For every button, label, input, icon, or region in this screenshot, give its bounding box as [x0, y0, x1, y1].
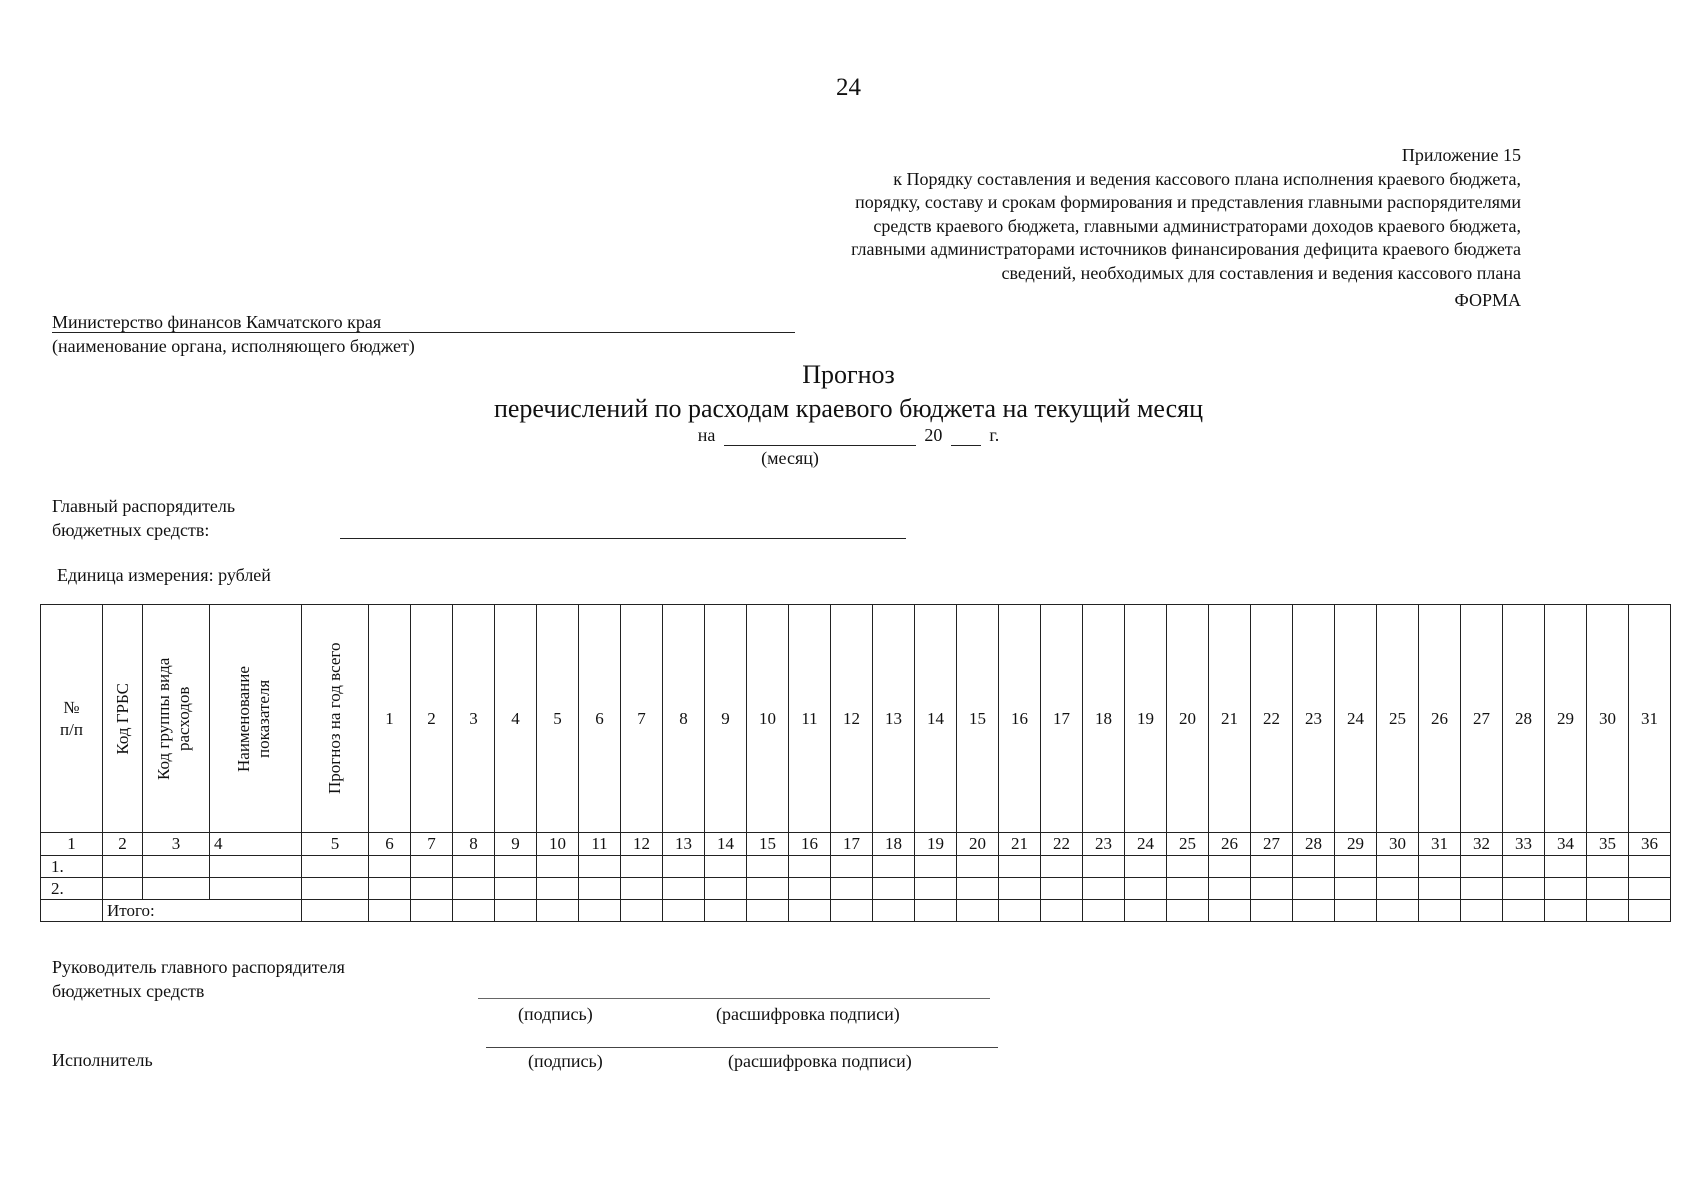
empty-cell — [957, 900, 999, 922]
empty-cell — [1461, 856, 1503, 878]
empty-cell — [1335, 856, 1377, 878]
column-number: 32 — [1461, 833, 1503, 856]
header-day: 31 — [1629, 605, 1671, 833]
empty-cell — [1587, 878, 1629, 900]
empty-cell — [1125, 900, 1167, 922]
empty-cell — [1041, 878, 1083, 900]
header-day: 30 — [1587, 605, 1629, 833]
empty-cell — [1587, 856, 1629, 878]
empty-cell — [103, 878, 143, 900]
header-day: 19 — [1125, 605, 1167, 833]
empty-cell — [831, 900, 873, 922]
organization-caption: (наименование органа, исполняющего бюджет) — [52, 336, 415, 356]
grbs-label-line: Главный распорядитель — [52, 496, 236, 516]
empty-cell — [1209, 878, 1251, 900]
empty-cell — [103, 856, 143, 878]
header-day: 12 — [831, 605, 873, 833]
column-number: 33 — [1503, 833, 1545, 856]
executor-label: Исполнитель — [52, 1050, 153, 1070]
empty-cell — [1503, 856, 1545, 878]
empty-cell — [1083, 856, 1125, 878]
row-number: 2. — [41, 878, 103, 900]
header-day: 17 — [1041, 605, 1083, 833]
empty-cell — [831, 856, 873, 878]
empty-cell — [621, 856, 663, 878]
empty-cell — [1125, 856, 1167, 878]
empty-cell — [1083, 900, 1125, 922]
empty-cell — [1503, 878, 1545, 900]
empty-cell — [369, 878, 411, 900]
empty-cell — [302, 856, 369, 878]
document-title: Прогноз — [802, 360, 895, 389]
empty-cell — [453, 878, 495, 900]
page-number: 24 — [836, 74, 861, 101]
head-signature-label — [52, 955, 345, 1003]
empty-cell — [1125, 878, 1167, 900]
empty-cell — [747, 878, 789, 900]
empty-cell — [747, 856, 789, 878]
executor-signature-caption: (подпись) — [528, 1051, 603, 1071]
column-number: 27 — [1251, 833, 1293, 856]
empty-cell — [453, 856, 495, 878]
empty-cell — [579, 856, 621, 878]
header-day: 26 — [1419, 605, 1461, 833]
grbs-label-line: бюджетных средств: — [52, 520, 210, 540]
header-day: 5 — [537, 605, 579, 833]
empty-cell — [789, 878, 831, 900]
empty-cell — [1293, 856, 1335, 878]
header-day: 9 — [705, 605, 747, 833]
empty-cell — [1587, 900, 1629, 922]
column-number: 20 — [957, 833, 999, 856]
empty-cell — [411, 856, 453, 878]
appendix-line: Приложение 15 — [1401, 145, 1521, 165]
column-number: 25 — [1167, 833, 1209, 856]
column-number: 16 — [789, 833, 831, 856]
header-row — [41, 605, 1671, 833]
empty-cell — [302, 900, 369, 922]
header-day: 2 — [411, 605, 453, 833]
total-row — [41, 900, 1671, 922]
empty-cell — [1041, 900, 1083, 922]
header-year-forecast: Прогноз на год всего — [302, 605, 369, 833]
empty-cell — [789, 900, 831, 922]
empty-cell — [1629, 856, 1671, 878]
empty-cell — [831, 878, 873, 900]
appendix-line: главными администраторами источников финансирования дефицита краевого бюджета — [851, 239, 1521, 259]
table-row — [41, 878, 1671, 900]
column-number: 17 — [831, 833, 873, 856]
column-number: 30 — [1377, 833, 1419, 856]
head-label-line: Руководитель главного распорядителя — [52, 957, 345, 977]
appendix-line: сведений, необходимых для составления и ведения кассового плана — [1001, 262, 1521, 283]
header-day: 8 — [663, 605, 705, 833]
empty-cell — [495, 900, 537, 922]
year-blank — [951, 427, 981, 446]
empty-cell — [143, 856, 210, 878]
empty-cell — [41, 900, 103, 922]
header-day: 29 — [1545, 605, 1587, 833]
empty-cell — [663, 878, 705, 900]
organization-name: Министерство финансов Камчатского края — [52, 312, 795, 333]
empty-cell — [369, 900, 411, 922]
header-day: 18 — [1083, 605, 1125, 833]
column-number: 13 — [663, 833, 705, 856]
empty-cell — [873, 900, 915, 922]
empty-cell — [621, 878, 663, 900]
empty-cell — [915, 856, 957, 878]
empty-cell — [210, 878, 302, 900]
header-day: 25 — [1377, 605, 1419, 833]
empty-cell — [873, 856, 915, 878]
column-number: 4 — [210, 833, 302, 856]
header-day: 28 — [1503, 605, 1545, 833]
forecast-table — [40, 604, 1671, 922]
column-number: 7 — [411, 833, 453, 856]
empty-cell — [1419, 856, 1461, 878]
header-grbs-code: Код ГРБС — [103, 605, 143, 833]
empty-cell — [1293, 878, 1335, 900]
empty-cell — [1209, 900, 1251, 922]
date-line — [0, 425, 1697, 446]
header-day: 4 — [495, 605, 537, 833]
column-number: 12 — [621, 833, 663, 856]
header-day: 21 — [1209, 605, 1251, 833]
empty-cell — [1461, 900, 1503, 922]
month-blank — [724, 427, 916, 446]
appendix-block — [851, 144, 1521, 285]
column-number: 34 — [1545, 833, 1587, 856]
empty-cell — [663, 900, 705, 922]
empty-cell — [210, 856, 302, 878]
head-label-line: бюджетных средств — [52, 981, 205, 1001]
empty-cell — [1461, 878, 1503, 900]
appendix-line: к Порядку составления и ведения кассового плана исполнения краевого бюджета, — [893, 168, 1521, 189]
empty-cell — [1419, 900, 1461, 922]
header-day: 6 — [579, 605, 621, 833]
empty-cell — [999, 900, 1041, 922]
column-number: 19 — [915, 833, 957, 856]
date-prefix: на — [697, 425, 716, 445]
empty-cell — [957, 856, 999, 878]
empty-cell — [1419, 878, 1461, 900]
header-day: 20 — [1167, 605, 1209, 833]
header-day: 22 — [1251, 605, 1293, 833]
grbs-blank-line — [340, 538, 906, 539]
header-day: 27 — [1461, 605, 1503, 833]
column-number: 6 — [369, 833, 411, 856]
empty-cell — [705, 856, 747, 878]
empty-cell — [1251, 878, 1293, 900]
empty-cell — [1629, 900, 1671, 922]
column-number: 2 — [103, 833, 143, 856]
column-number: 36 — [1629, 833, 1671, 856]
empty-cell — [1293, 900, 1335, 922]
header-day: 14 — [915, 605, 957, 833]
column-number: 29 — [1335, 833, 1377, 856]
date-suffix: г. — [989, 425, 1000, 445]
empty-cell — [411, 900, 453, 922]
empty-cell — [1083, 878, 1125, 900]
executor-decode-caption: (расшифровка подписи) — [728, 1051, 912, 1071]
document-subtitle: перечислений по расходам краевого бюджета на текущий месяц — [493, 394, 1204, 423]
empty-cell — [1335, 878, 1377, 900]
empty-cell — [1377, 856, 1419, 878]
empty-cell — [1545, 900, 1587, 922]
header-day: 1 — [369, 605, 411, 833]
empty-cell — [999, 878, 1041, 900]
column-number: 35 — [1587, 833, 1629, 856]
empty-cell — [537, 900, 579, 922]
empty-cell — [1545, 878, 1587, 900]
row-number: 1. — [41, 856, 103, 878]
empty-cell — [1545, 856, 1587, 878]
empty-cell — [1335, 900, 1377, 922]
header-day: 23 — [1293, 605, 1335, 833]
empty-cell — [621, 900, 663, 922]
appendix-line: средств краевого бюджета, главными администраторами доходов краевого бюджета, — [873, 215, 1521, 236]
header-indicator: Наименование показателя — [210, 605, 302, 833]
column-number: 14 — [705, 833, 747, 856]
header-expense-group: Код группы вида расходов — [143, 605, 210, 833]
column-number: 22 — [1041, 833, 1083, 856]
empty-cell — [705, 900, 747, 922]
head-decode-caption: (расшифровка подписи) — [716, 1004, 900, 1024]
empty-cell — [495, 878, 537, 900]
column-number: 31 — [1419, 833, 1461, 856]
header-day: 24 — [1335, 605, 1377, 833]
empty-cell — [663, 856, 705, 878]
empty-cell — [915, 878, 957, 900]
empty-cell — [1209, 856, 1251, 878]
empty-cell — [1167, 878, 1209, 900]
total-label: Итого: — [103, 900, 302, 922]
empty-cell — [537, 878, 579, 900]
empty-cell — [1503, 900, 1545, 922]
form-label: ФОРМА — [1454, 290, 1521, 310]
column-number: 8 — [453, 833, 495, 856]
month-caption: (месяц) — [761, 448, 819, 468]
column-number: 15 — [747, 833, 789, 856]
column-number: 10 — [537, 833, 579, 856]
column-number: 11 — [579, 833, 621, 856]
empty-cell — [1251, 900, 1293, 922]
date-year: 20 — [924, 425, 943, 445]
column-number: 1 — [41, 833, 103, 856]
empty-cell — [957, 878, 999, 900]
empty-cell — [1167, 856, 1209, 878]
grbs-label — [52, 494, 235, 542]
column-number: 9 — [495, 833, 537, 856]
empty-cell — [1629, 878, 1671, 900]
column-number: 28 — [1293, 833, 1335, 856]
empty-cell — [873, 878, 915, 900]
empty-cell — [411, 878, 453, 900]
empty-cell — [1377, 878, 1419, 900]
column-number: 23 — [1083, 833, 1125, 856]
head-signature-line — [478, 998, 990, 999]
empty-cell — [369, 856, 411, 878]
column-number: 26 — [1209, 833, 1251, 856]
empty-cell — [1041, 856, 1083, 878]
empty-cell — [302, 878, 369, 900]
empty-cell — [747, 900, 789, 922]
column-number: 3 — [143, 833, 210, 856]
column-number-row — [41, 833, 1671, 856]
header-day: 7 — [621, 605, 663, 833]
column-number: 24 — [1125, 833, 1167, 856]
header-day: 15 — [957, 605, 999, 833]
empty-cell — [143, 878, 210, 900]
empty-cell — [789, 856, 831, 878]
executor-signature-line — [486, 1047, 998, 1048]
empty-cell — [1377, 900, 1419, 922]
empty-cell — [999, 856, 1041, 878]
header-day: 10 — [747, 605, 789, 833]
header-day: 13 — [873, 605, 915, 833]
header-day: 11 — [789, 605, 831, 833]
unit-label: Единица измерения: рублей — [57, 565, 271, 585]
empty-cell — [579, 900, 621, 922]
empty-cell — [537, 856, 579, 878]
empty-cell — [453, 900, 495, 922]
table-row — [41, 856, 1671, 878]
empty-cell — [579, 878, 621, 900]
column-number: 5 — [302, 833, 369, 856]
header-num: № п/п — [41, 605, 103, 833]
appendix-line: порядку, составу и срокам формирования и представления главными распорядителями — [855, 192, 1521, 212]
empty-cell — [705, 878, 747, 900]
empty-cell — [915, 900, 957, 922]
column-number: 18 — [873, 833, 915, 856]
head-signature-caption: (подпись) — [518, 1004, 593, 1024]
empty-cell — [1167, 900, 1209, 922]
column-number: 21 — [999, 833, 1041, 856]
header-day: 3 — [453, 605, 495, 833]
empty-cell — [1251, 856, 1293, 878]
header-day: 16 — [999, 605, 1041, 833]
empty-cell — [495, 856, 537, 878]
